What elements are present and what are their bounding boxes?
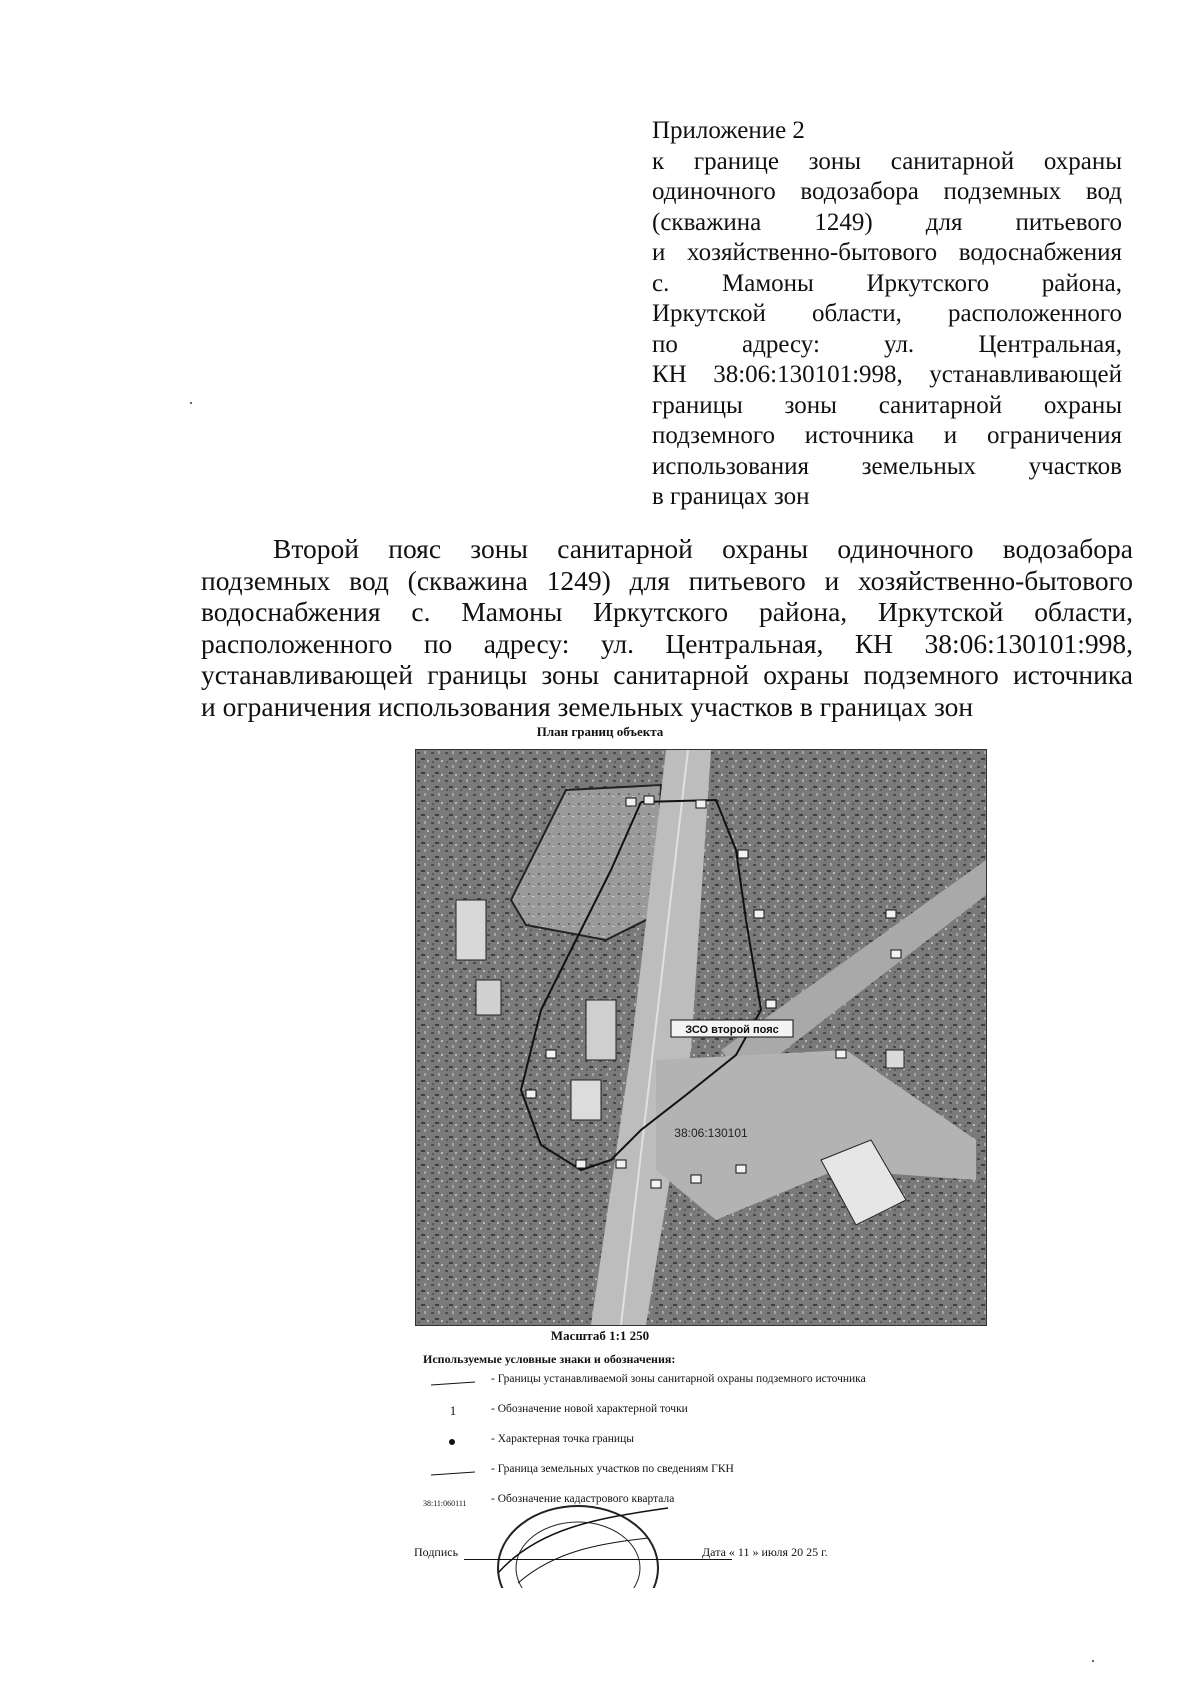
paragraph-line: устанавливающей границы зоны санитарной охраны подземного источника bbox=[201, 659, 1133, 690]
main-paragraph bbox=[201, 533, 1133, 722]
aerial-map bbox=[415, 749, 987, 1326]
legend-item bbox=[423, 1431, 983, 1461]
signature-date: Дата « 11 » июля 20 25 г. bbox=[702, 1545, 828, 1559]
point-number-symbol: 1 bbox=[449, 1403, 457, 1418]
annex-line: границы зоны санитарной охраны bbox=[652, 391, 1122, 419]
paragraph-line: расположенного по адресу: ул. Центральная, КН 38:06:130101:998, bbox=[201, 627, 1133, 659]
map-image bbox=[416, 750, 986, 1325]
annex-line: Иркутской области, расположенного bbox=[652, 300, 1122, 327]
annex-line: к границе зоны санитарной охраны bbox=[652, 147, 1122, 175]
plan-title: План границ объекта bbox=[536, 724, 664, 739]
map-scale: Масштаб 1:1 250 bbox=[550, 1328, 650, 1343]
legend-item bbox=[423, 1371, 983, 1401]
cadastral-label: 38:06:130101 bbox=[674, 1126, 748, 1140]
legend-text: - Границы устанавливаемой зоны санитарной охраны подземного источника bbox=[491, 1373, 866, 1385]
annex-line: и хозяйственно-бытового водоснабжения bbox=[652, 239, 1122, 266]
annex-line: (скважина 1249) для питьевого bbox=[652, 208, 1122, 236]
legend-text: - Обозначение новой характерной точки bbox=[491, 1403, 688, 1415]
annex-header bbox=[652, 116, 1122, 513]
legend-text: - Обозначение кадастрового квартала bbox=[491, 1493, 675, 1505]
annex-line: одиночного водозабора подземных вод bbox=[652, 178, 1122, 205]
zone-label: ЗСО второй пояс bbox=[685, 1024, 779, 1036]
annex-line: КН 38:06:130101:998, устанавливающей bbox=[652, 361, 1122, 388]
scan-speck bbox=[1092, 1660, 1094, 1662]
annex-line: использования земельных участков bbox=[652, 452, 1122, 480]
scan-speck bbox=[190, 402, 192, 404]
quarter-code: 38:11:060111 bbox=[423, 1499, 467, 1508]
legend-title: Используемые условные знаки и обозначения: bbox=[423, 1352, 676, 1366]
signature-row bbox=[414, 1545, 974, 1575]
legend-item bbox=[423, 1461, 983, 1491]
signature-label: Подпись bbox=[414, 1545, 459, 1559]
annex-line: по адресу: ул. Центральная, bbox=[652, 330, 1122, 358]
legend-item bbox=[423, 1401, 983, 1431]
legend-text: - Граница земельных участков по сведениям ГКН bbox=[491, 1463, 734, 1475]
paragraph-line: Второй пояс зоны санитарной охраны одиночного водозабора bbox=[273, 533, 1133, 564]
paragraph-line: водоснабжения с. Мамоны Иркутского района, Иркутской области, bbox=[201, 596, 1133, 627]
legend-text: - Характерная точка границы bbox=[491, 1433, 634, 1445]
annex-line: Приложение 2 bbox=[652, 117, 805, 144]
paragraph-line: подземных вод (скважина 1249) для питьевого и хозяйственно-бытового bbox=[201, 564, 1133, 596]
signature-line bbox=[464, 1559, 732, 1560]
annex-line: с. Мамоны Иркутского района, bbox=[652, 269, 1122, 297]
paragraph-line: и ограничения использования земельных участков в границах зон bbox=[201, 690, 974, 722]
annex-line: подземного источника и ограничения bbox=[652, 422, 1122, 449]
annex-line: в границах зон bbox=[652, 483, 810, 510]
